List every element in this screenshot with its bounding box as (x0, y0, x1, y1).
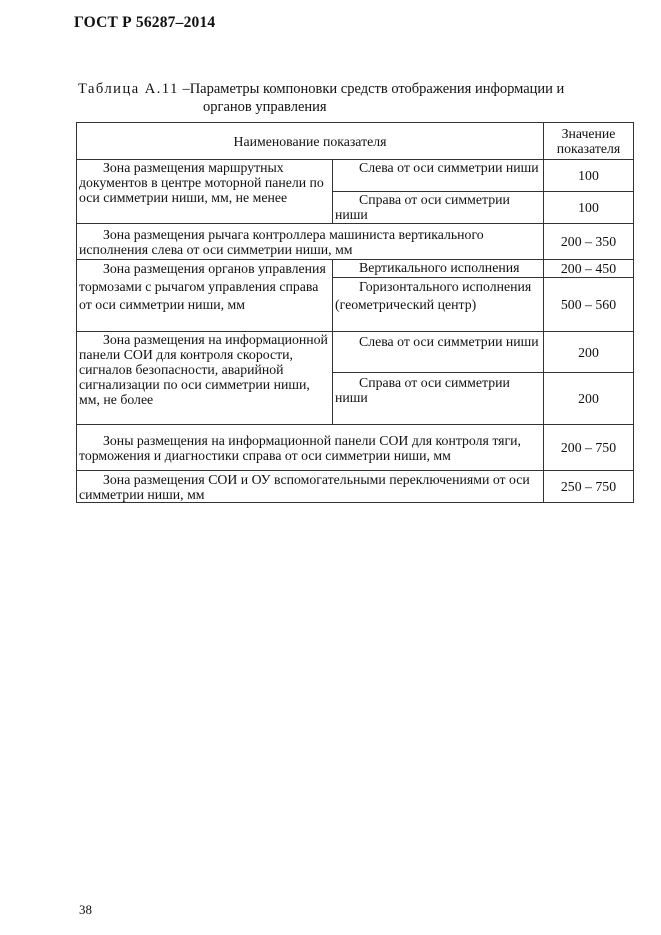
row-sublabel: Справа от оси симметрии ниши (333, 192, 544, 224)
table-caption (78, 80, 638, 116)
row-label: Зона размещения органов управления тормозами с рычагом управления справа от оси симметрии ниши, мм (77, 260, 333, 332)
row-label: Зона размещения на информационной панели СОИ для контроля скорости, сигналов безопасности, аварийной сигнализации по оси симметрии ниши, мм, не более (77, 332, 333, 425)
table-row (77, 160, 634, 192)
page-number: 38 (79, 902, 92, 917)
row-value: 100 (544, 192, 634, 224)
row-sublabel: Слева от оси симметрии ниши (333, 332, 544, 373)
row-value: 500 – 560 (544, 278, 634, 332)
table-row (77, 224, 634, 260)
row-label: Зона размещения маршрутных документов в центре моторной панели по оси симметрии ниши, мм, не менее (77, 160, 333, 224)
row-value: 200 – 750 (544, 425, 634, 471)
row-value: 200 – 350 (544, 224, 634, 260)
row-label: Зона размещения рычага контроллера машиниста вертикального исполнения слева от оси симметрии ниши, мм (77, 224, 544, 260)
caption-line-1 (78, 80, 638, 98)
row-value: 250 – 750 (544, 471, 634, 503)
header-name-cell: Наименование показателя (77, 123, 544, 160)
parameters-table (76, 122, 634, 503)
row-value: 200 (544, 373, 634, 425)
row-value: 200 (544, 332, 634, 373)
caption-label: Таблица А.11 (78, 81, 179, 97)
row-value: 200 – 450 (544, 260, 634, 278)
table-row (77, 332, 634, 373)
row-sublabel: Горизонтального исполнения (геометрический центр) (333, 278, 544, 332)
row-sublabel: Справа от оси симметрии ниши (333, 373, 544, 425)
document-code: ГОСТ Р 56287–2014 (74, 14, 216, 31)
row-sublabel: Вертикального исполнения (333, 260, 544, 278)
caption-title-line-1: Параметры компоновки средств отображения информации и (189, 81, 565, 97)
row-sublabel: Слева от оси симметрии ниши (333, 160, 544, 192)
table-header-row (77, 123, 634, 160)
table-row (77, 425, 634, 471)
table-row (77, 260, 634, 278)
row-label: Зоны размещения на информационной панели СОИ для контроля тяги, торможения и диагностики справа от оси симметрии ниши, мм (77, 425, 544, 471)
header-value-cell: Значение показателя (544, 123, 634, 160)
table-row (77, 471, 634, 503)
caption-dash: – (182, 81, 190, 97)
caption-title-line-2: органов управления (203, 99, 327, 115)
row-value: 100 (544, 160, 634, 192)
row-label: Зона размещения СОИ и ОУ вспомогательными переключениями от оси симметрии ниши, мм (77, 471, 544, 503)
